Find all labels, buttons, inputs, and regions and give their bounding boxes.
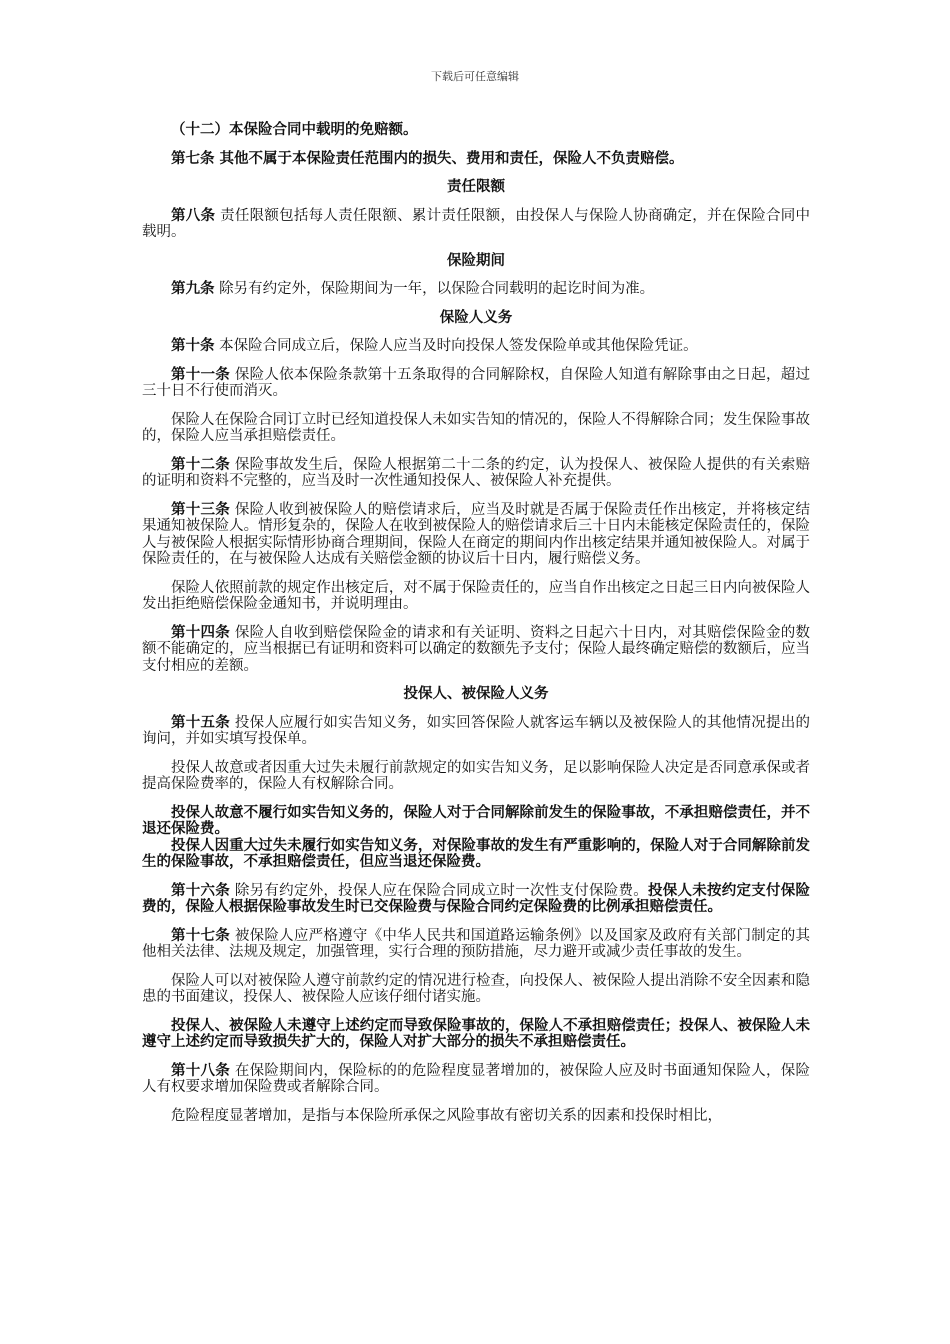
- paragraph: [142, 973, 810, 1006]
- paragraph-text: 危险程度显著增加，是指与本保险所承保之风险事故有密切关系的因素和投保时相比，: [171, 1107, 722, 1124]
- paragraph-text: 保险人依本保险条款第十五条取得的合同解除权，自保险人知道有解除事由之日起，超过三十日不行使而消灭。: [142, 366, 810, 399]
- article-label: 第八条: [171, 206, 216, 224]
- article-label: 投保人、被保险人未遵守上述约定而导致保险事故的，保险人不承担赔偿责任；投保人、被保险人未遵守上述约定而导致损失扩大的，保险人对扩大部分的损失不承担赔偿责任。: [142, 1016, 810, 1050]
- paragraph-text: 保险事故发生后，保险人根据第二十二条的约定，认为投保人、被保险人提供的有关索赔的证明和资料不完整的，应当及时一次性通知投保人、被保险人补充提供。: [142, 456, 810, 489]
- article-label: 第十六条: [171, 881, 231, 899]
- paragraph-text: 保险人收到被保险人的赔偿请求后，应当及时就是否属于保险责任作出核定，并将核定结果通知被保险人。情形复杂的，保险人在收到被保险人的赔偿请求后三十日内未能核定保险责任的，保险人与被保险人根据实际情形协商合理期间，保险人在商定的期间内作出核定结果并通知被保险人。对属于保险责任的，在与被保险人达成有关赔偿金额的协议后十日内，履行赔偿义务。: [142, 501, 810, 567]
- paragraph: [142, 338, 810, 355]
- paragraph: [142, 122, 810, 139]
- article-label: 第十八条: [171, 1061, 231, 1079]
- paragraph-text: 投保人应履行如实告知义务，如实回答保险人就客运车辆以及被保险人的其他情况提出的询问，并如实填写投保单。: [142, 714, 810, 747]
- section-heading: 责任限额: [447, 178, 505, 195]
- paragraph: [142, 367, 810, 400]
- article-label: 第七条 其他不属于本保险责任范围内的损失、费用和责任，保险人不负责赔偿。: [171, 149, 684, 167]
- paragraph: [142, 838, 810, 871]
- paragraph: [142, 151, 810, 168]
- page-header: 下载后可任意编辑: [431, 70, 519, 83]
- article-label: 第十四条: [171, 623, 231, 641]
- paragraph-text: 除另有约定外，保险期间为一年，以保险合同载明的起讫时间为准。: [214, 281, 655, 297]
- paragraph: [142, 625, 810, 675]
- paragraph: [142, 281, 810, 298]
- section-heading: 保险人义务: [439, 308, 513, 326]
- article-label: 第十二条: [171, 455, 231, 473]
- paragraph-text: 在保险期间内，保险标的的危险程度显著增加的，被保险人应及时书面通知保险人，保险人有权要求增加保险费或者解除合同。: [142, 1062, 810, 1095]
- section-heading: 保险期间: [447, 251, 505, 269]
- article-label: 投保人因重大过失未履行如实告知义务，对保险事故的发生有严重影响的，保险人对于合同解除前发生的保险事故，不承担赔偿责任，但应当退还保险费。: [142, 836, 810, 870]
- paragraph: [142, 208, 810, 241]
- section-heading: 投保人、被保险人义务: [403, 685, 549, 702]
- article-label: 第十一条: [171, 365, 231, 383]
- paragraph-text: 保险人依照前款的规定作出核定后，对不属于保险责任的，应当自作出核定之日起三日内向被保险人发出拒绝赔偿保险金通知书，并说明理由。: [142, 579, 810, 612]
- paragraph: [142, 580, 810, 613]
- paragraph-text: 保险人自收到赔偿保险金的请求和有关证明、资料之日起六十日内，对其赔偿保险金的数额不能确定的，应当根据已有证明和资料可以确定的数额先予支付；保险人最终确定赔偿的数额后，应当支付相应的差额。: [142, 624, 810, 674]
- bold-clause: 投保人未按约定支付保险费的，保险人根据保险事故发生时已交保险费与保险合同约定保险费的比例承担赔偿责任。: [142, 881, 811, 915]
- paragraph: [142, 1063, 810, 1096]
- paragraph: [142, 412, 810, 445]
- article-label: 第十三条: [171, 500, 231, 518]
- paragraph: [142, 883, 810, 916]
- paragraph-text: 保险人在保险合同订立时已经知道投保人未如实告知的情况的，保险人不得解除合同；发生保险事故的，保险人应当承担赔偿责任。: [142, 411, 810, 444]
- article-label: （十二）本保险合同中载明的免赔额。: [171, 121, 418, 138]
- paragraph: [142, 457, 810, 490]
- paragraph-text: 保险人可以对被保险人遵守前款约定的情况进行检查，向投保人、被保险人提出消除不安全因素和隐患的书面建议，投保人、被保险人应该仔细付诸实施。: [142, 972, 810, 1005]
- article-label: 第十五条: [171, 713, 231, 731]
- paragraph-text: 被保险人应严格遵守《中华人民共和国道路运输条例》以及国家及政府有关部门制定的其他相关法律、法规及规定，加强管理，实行合理的预防措施，尽力避开或减少责任事故的发生。: [142, 927, 810, 960]
- paragraph-text: 责任限额包括每人责任限额、累计责任限额，由投保人与保险人协商确定，并在保险合同中载明。: [142, 207, 811, 240]
- paragraph-text: 投保人故意或者因重大过失未履行前款规定的如实告知义务，足以影响保险人决定是否同意承保或者提高保险费率的，保险人有权解除合同。: [142, 759, 810, 792]
- article-label: 投保人故意不履行如实告知义务的，保险人对于合同解除前发生的保险事故，不承担赔偿责任，并不退还保险费。: [142, 803, 810, 837]
- paragraph: [142, 928, 810, 961]
- article-label: 第九条: [171, 280, 215, 297]
- paragraph: [142, 1018, 810, 1051]
- paragraph: [142, 1108, 810, 1125]
- paragraph: [142, 715, 810, 748]
- paragraph: [142, 805, 810, 838]
- paragraph-text: 除另有约定外，投保人应在保险合同成立时一次性支付保险费。: [230, 882, 648, 899]
- paragraph-text: 本保险合同成立后，保险人应当及时向投保人签发保险单或其他保险凭证。: [214, 338, 698, 354]
- paragraph: [142, 502, 810, 568]
- document-body: [142, 122, 810, 1136]
- paragraph: [142, 760, 810, 793]
- article-label: 第十七条: [171, 926, 231, 944]
- article-label: 第十条: [171, 337, 215, 354]
